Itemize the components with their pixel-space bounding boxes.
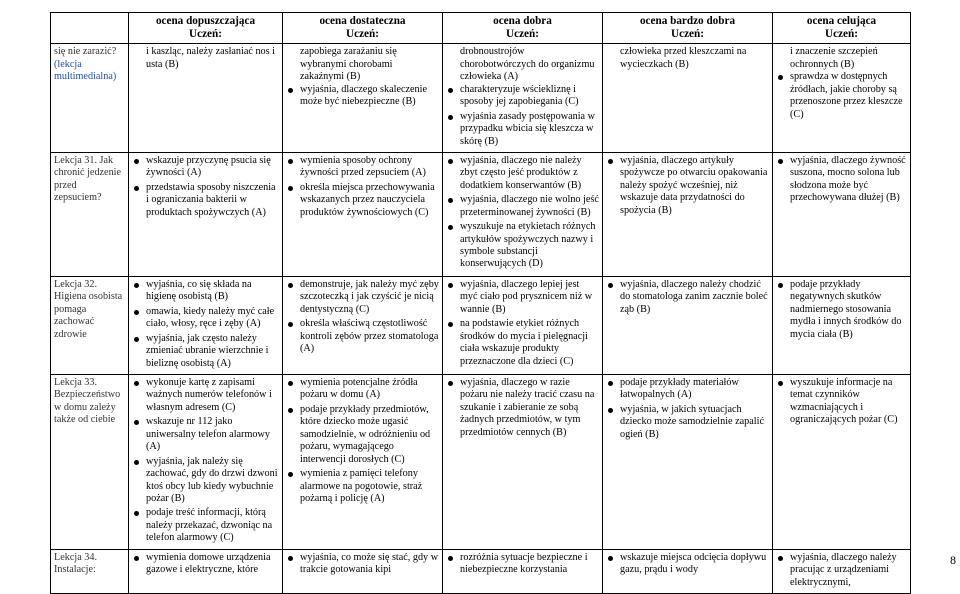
criteria-item: przedstawia sposoby niszczenia i ograniczania bakterii w produktach spożywczych (A) bbox=[132, 182, 279, 219]
criteria-item: wyjaśnia, dlaczego skaleczenie może być niebezpieczne (B) bbox=[286, 84, 439, 109]
criteria-cell bbox=[603, 549, 773, 593]
lesson-row bbox=[51, 44, 911, 153]
criteria-continuation: i kaszląc, należy zasłaniać nos i usta (B) bbox=[146, 46, 275, 70]
lesson-title-cell bbox=[51, 375, 129, 550]
criteria-list bbox=[286, 84, 439, 109]
criteria-item: wyjaśnia, co może się stać, gdy w trakcie gotowania kipi bbox=[286, 552, 439, 577]
criteria-item: wyjaśnia zasady postępowania w przypadku wbicia się kleszcza w skórę (B) bbox=[446, 111, 599, 148]
criteria-list bbox=[776, 279, 907, 341]
criteria-list bbox=[132, 279, 279, 370]
criteria-list bbox=[446, 377, 599, 439]
criteria-item: charakteryzuje wściekliznę i sposoby jej zapobiegania (C) bbox=[446, 84, 599, 109]
criteria-list bbox=[776, 377, 907, 427]
criteria-cell bbox=[283, 276, 443, 374]
grading-criteria-table bbox=[50, 12, 911, 594]
criteria-item: wskazuje przyczynę psucia się żywności (A) bbox=[132, 155, 279, 180]
lesson-row bbox=[51, 152, 911, 276]
criteria-cell bbox=[129, 549, 283, 593]
criteria-cell bbox=[773, 375, 911, 550]
lesson-title-cell bbox=[51, 152, 129, 276]
criteria-cell bbox=[773, 276, 911, 374]
criteria-item: wyjaśnia, dlaczego artykuły spożywcze po otwarciu opakowania należy spożyć wcześniej, niż wskazuje data przydatności do spożycia (B) bbox=[606, 155, 769, 217]
criteria-item: wyjaśnia, dlaczego żywność suszona, mocno solona lub słodzona może być przechowywana dłużej (B) bbox=[776, 155, 907, 205]
lesson-title-cell bbox=[51, 549, 129, 593]
criteria-item: podaje przykłady przedmiotów, które dziecko może ugasić samodzielnie, w odróżnieniu od pożaru, wymagającego interwencji dorosłych (C) bbox=[286, 404, 439, 466]
criteria-list bbox=[776, 71, 907, 121]
lesson-title: Lekcja 32. Higiena osobista pomaga zachować zdrowie bbox=[54, 278, 123, 340]
grade-name: ocena dopuszczająca bbox=[155, 15, 256, 27]
criteria-list bbox=[286, 552, 439, 577]
criteria-item: demonstruje, jak należy myć zęby szczoteczką i jak czyścić je nicią dentystyczną (C) bbox=[286, 279, 439, 316]
lesson-title-cell bbox=[51, 276, 129, 374]
criteria-item: wymienia z pamięci telefony alarmowe na pogotowie, straż pożarną i policję (A) bbox=[286, 468, 439, 505]
lesson-row bbox=[51, 276, 911, 374]
grade-name: ocena bardzo dobra bbox=[639, 15, 736, 27]
grade-header-celujaca bbox=[773, 13, 911, 44]
criteria-item: wyjaśnia, dlaczego w razie pożaru nie należy tracić czasu na szukanie i zabieranie ze sobą żadnych przedmiotów, w tym przedmiotów cennych (B) bbox=[446, 377, 599, 439]
criteria-cell bbox=[443, 375, 603, 550]
criteria-item: wyszukuje informacje na temat czynników wzmacniających i ograniczających pożar (C) bbox=[776, 377, 907, 427]
criteria-cell bbox=[129, 152, 283, 276]
grade-name: ocena dobra bbox=[493, 15, 552, 27]
criteria-item: wyjaśnia, jak często należy zmieniać ubranie wierzchnie i bieliznę osobistą (A) bbox=[132, 333, 279, 370]
criteria-cell bbox=[283, 44, 443, 153]
criteria-item: wyjaśnia, dlaczego nie wolno jeść przeterminowanej żywności (B) bbox=[446, 194, 599, 219]
criteria-list bbox=[446, 84, 599, 148]
criteria-item: podaje przykłady materiałów łatwopalnych (A) bbox=[606, 377, 769, 402]
criteria-cell bbox=[283, 375, 443, 550]
criteria-item: omawia, kiedy należy myć całe ciało, włosy, ręce i zęby (A) bbox=[132, 306, 279, 331]
criteria-item: wyjaśnia, dlaczego nie należy zbyt często jeść produktów z dodatkiem konserwantów (B) bbox=[446, 155, 599, 192]
grade-student-label: Uczeń: bbox=[671, 28, 704, 41]
criteria-continuation: człowieka przed kleszczami na wycieczkach (B) bbox=[620, 46, 747, 70]
criteria-cell bbox=[129, 375, 283, 550]
criteria-item: na podstawie etykiet różnych środków do mycia i pielęgnacji ciała wskazuje produkty przeznaczone dla dzieci (C) bbox=[446, 318, 599, 368]
criteria-cell bbox=[773, 152, 911, 276]
lesson-row bbox=[51, 375, 911, 550]
criteria-list bbox=[132, 552, 279, 577]
grade-student-label: Uczeń: bbox=[825, 28, 858, 41]
lesson-title: Lekcja 33. Bezpieczeństwo w domu zależy także od ciebie bbox=[54, 377, 121, 426]
criteria-item: wyjaśnia, jak należy się zachować, gdy do drzwi dzwoni ktoś obcy lub kiedy wybuchnie pożar (B) bbox=[132, 456, 279, 506]
criteria-item: wyjaśnia, dlaczego lepiej jest myć ciało pod prysznicem niż w wannie (B) bbox=[446, 279, 599, 316]
criteria-list bbox=[606, 155, 769, 217]
lesson-title: się nie zarazić? bbox=[54, 46, 117, 58]
lesson-note: (lekcja multimedialna) bbox=[54, 58, 117, 83]
criteria-continuation: zapobiega zarażaniu się wybranymi chorobami zakaźnymi (B) bbox=[300, 46, 397, 83]
criteria-item: rozróżnia sytuacje bezpieczne i niebezpieczne korzystania bbox=[446, 552, 599, 577]
criteria-item: wyjaśnia, dlaczego należy chodzić do stomatologa zanim zacznie boleć ząb (B) bbox=[606, 279, 769, 316]
criteria-list bbox=[446, 155, 599, 271]
lesson-header-cell bbox=[51, 13, 129, 44]
grade-header-dostateczna bbox=[283, 13, 443, 44]
grade-name: ocena celująca bbox=[806, 15, 877, 27]
criteria-item: określa właściwą częstotliwość kontroli zębów przez stomatologa (A) bbox=[286, 318, 439, 355]
criteria-list bbox=[446, 279, 599, 368]
header-row bbox=[51, 13, 911, 44]
lesson-title: Lekcja 34. Instalacje: bbox=[54, 551, 97, 576]
grade-header-dobra bbox=[443, 13, 603, 44]
criteria-item: wymienia potencjalne źródła pożaru w domu (A) bbox=[286, 377, 439, 402]
criteria-cell bbox=[443, 549, 603, 593]
criteria-list bbox=[776, 552, 907, 589]
criteria-list bbox=[132, 155, 279, 219]
criteria-cell bbox=[129, 44, 283, 153]
criteria-item: wskazuje miejsca odcięcia dopływu gazu, prądu i wody bbox=[606, 552, 769, 577]
criteria-item: określa miejsca przechowywania wskazanych przez nauczyciela produktów żywnościowych (C) bbox=[286, 182, 439, 219]
criteria-list bbox=[446, 552, 599, 577]
criteria-item: wyjaśnia, dlaczego należy pracując z urządzeniami elektrycznymi, bbox=[776, 552, 907, 589]
lesson-title: Lekcja 31. Jak chronić jedzenie przed zepsuciem? bbox=[54, 154, 122, 204]
criteria-cell bbox=[443, 44, 603, 153]
criteria-item: wymienia sposoby ochrony żywności przed zepsuciem (A) bbox=[286, 155, 439, 180]
criteria-list bbox=[776, 155, 907, 205]
criteria-item: podaje treść informacji, którą należy przekazać, dzwoniąc na telefon alarmowy (C) bbox=[132, 507, 279, 544]
criteria-list bbox=[286, 377, 439, 505]
criteria-cell bbox=[129, 276, 283, 374]
lesson-title-cell bbox=[51, 44, 129, 153]
criteria-cell bbox=[283, 549, 443, 593]
grade-header-bardzo-dobra bbox=[603, 13, 773, 44]
page-number: 8 bbox=[950, 553, 956, 567]
criteria-list bbox=[606, 552, 769, 577]
grade-student-label: Uczeń: bbox=[346, 28, 379, 41]
grade-header-dopuszczajaca bbox=[129, 13, 283, 44]
criteria-list bbox=[606, 279, 769, 316]
criteria-item: sprawdza w dostępnych źródłach, jakie choroby są przenoszone przez kleszcze (C) bbox=[776, 71, 907, 121]
criteria-item: wyjaśnia, co się składa na higienę osobistą (B) bbox=[132, 279, 279, 304]
criteria-continuation: drobnoustrojów chorobotwórczych do organizmu człowieka (A) bbox=[460, 46, 595, 83]
grade-student-label: Uczeń: bbox=[506, 28, 539, 41]
criteria-item: wskazuje nr 112 jako uniwersalny telefon alarmowy (A) bbox=[132, 416, 279, 453]
criteria-cell bbox=[773, 549, 911, 593]
criteria-list bbox=[132, 377, 279, 545]
criteria-continuation: i znaczenie szczepień ochronnych (B) bbox=[790, 46, 878, 70]
criteria-cell bbox=[603, 375, 773, 550]
criteria-cell bbox=[603, 44, 773, 153]
lesson-row bbox=[51, 549, 911, 593]
criteria-list bbox=[286, 279, 439, 356]
criteria-cell bbox=[773, 44, 911, 153]
grade-name: ocena dostateczna bbox=[319, 15, 406, 27]
grade-student-label: Uczeń: bbox=[189, 28, 222, 41]
criteria-cell bbox=[443, 152, 603, 276]
criteria-list bbox=[286, 155, 439, 219]
criteria-item: wyjaśnia, w jakich sytuacjach dziecko może samodzielnie zapalić ogień (B) bbox=[606, 404, 769, 441]
criteria-item: wymienia domowe urządzenia gazowe i elektryczne, które bbox=[132, 552, 279, 577]
criteria-cell bbox=[603, 276, 773, 374]
criteria-item: podaje przykłady negatywnych skutków nadmiernego stosowania mydła i innych środków do mycia ciała (B) bbox=[776, 279, 907, 341]
criteria-cell bbox=[283, 152, 443, 276]
criteria-item: wykonuje kartę z zapisami ważnych numerów telefonów i własnym adresem (C) bbox=[132, 377, 279, 414]
criteria-cell bbox=[443, 276, 603, 374]
criteria-list bbox=[606, 377, 769, 441]
criteria-item: wyszukuje na etykietach różnych artykułów spożywczych nazwy i symbole substancji konserwujących (D) bbox=[446, 221, 599, 271]
criteria-cell bbox=[603, 152, 773, 276]
